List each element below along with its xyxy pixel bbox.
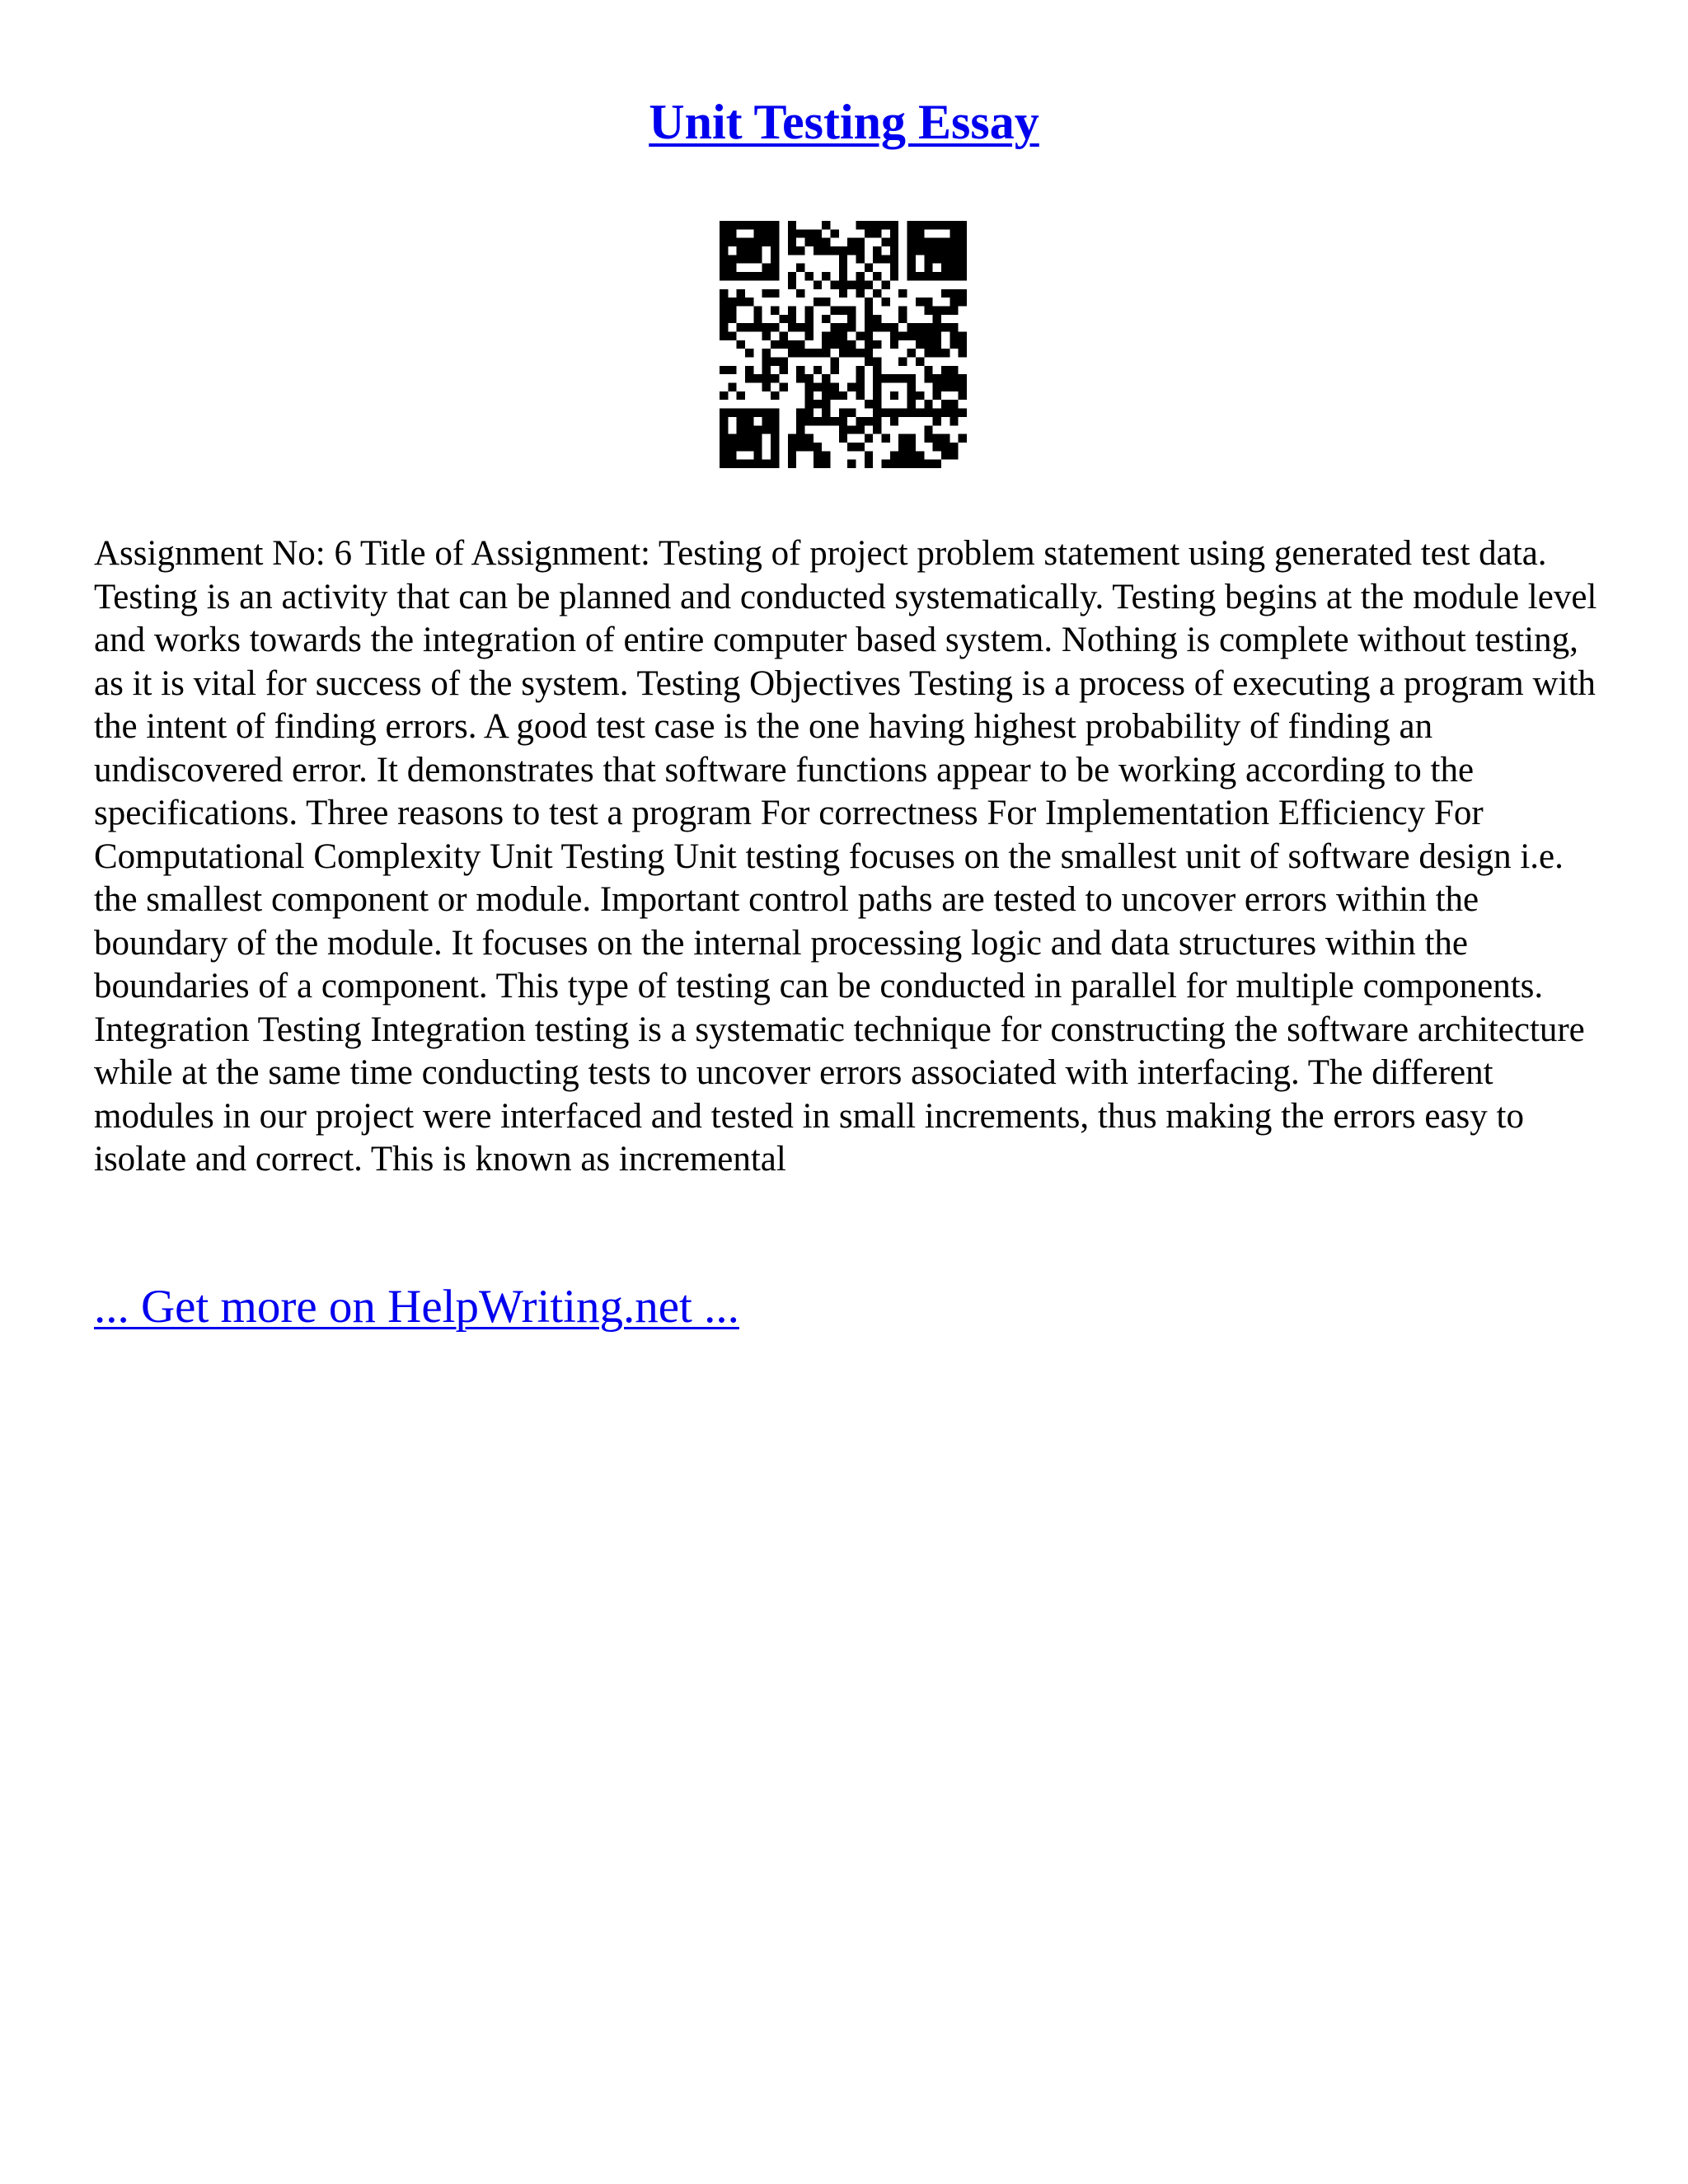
qr-code-icon (720, 221, 967, 468)
page-title-link[interactable]: Unit Testing Essay (649, 95, 1039, 149)
essay-body-text: Assignment No: 6 Title of Assignment: Testing of project problem statement using generated test data. Testing is an activity that can be planned and conducted systematically. Testing begins at the module level and works towards the integration of entire computer based system. Nothing is complete without testing, as it is vital for success of the system. Testing Objectives Testing is a process of executing a program with the intent of finding errors. A good test case is the one having highest probability of finding an undiscovered error. It demonstrates that software functions appear to be working according to the specifications. Three reasons to test a program For correctness For Implementation Efficiency For Computational Complexity Unit Testing Unit testing focuses on the smallest unit of software design i.e. the smallest component or module. Important control paths are tested to uncover errors within the boundary of the module. It focuses on the internal processing logic and data structures within the boundaries of a component. This type of testing can be conducted in parallel for multiple components. Integration Testing Integration testing is a systematic technique for constructing the software architecture while at the same time conducting tests to uncover errors associated with interfacing. The different modules in our project were interfaced and tested in small increments, thus making the errors easy to isolate and correct. This is known as incremental (94, 534, 1597, 1179)
get-more-link[interactable]: ... Get more on HelpWriting.net ... (94, 1281, 739, 1333)
